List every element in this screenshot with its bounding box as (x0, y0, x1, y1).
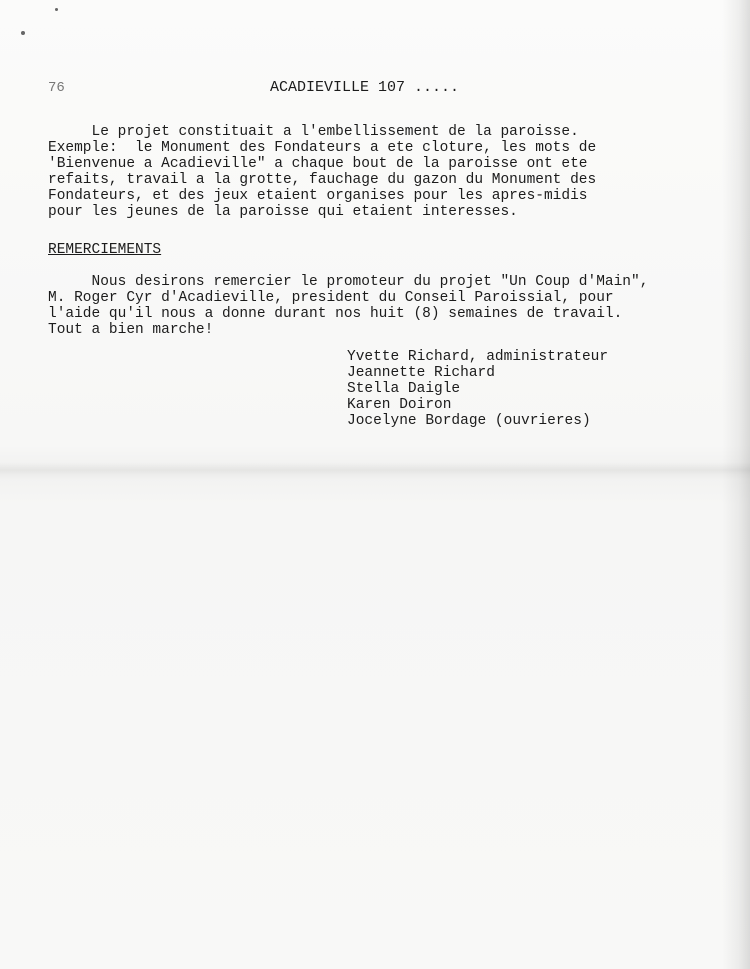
signature-line: Yvette Richard, administrateur (347, 349, 609, 365)
page-edge-shadow (722, 0, 750, 969)
page-number: 76 (48, 80, 65, 96)
paragraph-line: l'aide qu'il nous a donne durant nos huit (8) semaines de travail. (48, 306, 623, 322)
document-header-title: ACADIEVILLE 107 ..... (270, 79, 460, 96)
paragraph-line: Fondateurs, et des jeux etaient organises pour les apres-midis (48, 188, 588, 204)
paragraph-line: Le projet constituait a l'embellissement de la paroisse. (48, 124, 579, 140)
paragraph-line: Exemple: le Monument des Fondateurs a ete cloture, les mots de (48, 140, 597, 156)
signature-line: Jocelyne Bordage (ouvrieres) (347, 413, 591, 429)
paragraph-line: M. Roger Cyr d'Acadieville, president du Conseil Paroissial, pour (48, 290, 614, 306)
section-heading: REMERCIEMENTS (48, 242, 162, 258)
signature-line: Karen Doiron (347, 397, 452, 413)
paragraph-line: refaits, travail a la grotte, fauchage du gazon du Monument des (48, 172, 597, 188)
scan-speck (55, 8, 58, 11)
signature-line: Jeannette Richard (347, 365, 495, 381)
page-fold (0, 462, 750, 480)
scan-speck (21, 31, 25, 35)
signature-line: Stella Daigle (347, 381, 461, 397)
paragraph-line: Tout a bien marche! (48, 322, 214, 338)
paragraph-line: Nous desirons remercier le promoteur du projet "Un Coup d'Main", (48, 274, 649, 290)
paragraph-line: pour les jeunes de la paroisse qui etaient interesses. (48, 204, 518, 220)
paragraph-line: 'Bienvenue a Acadieville" a chaque bout de la paroisse ont ete (48, 156, 588, 172)
